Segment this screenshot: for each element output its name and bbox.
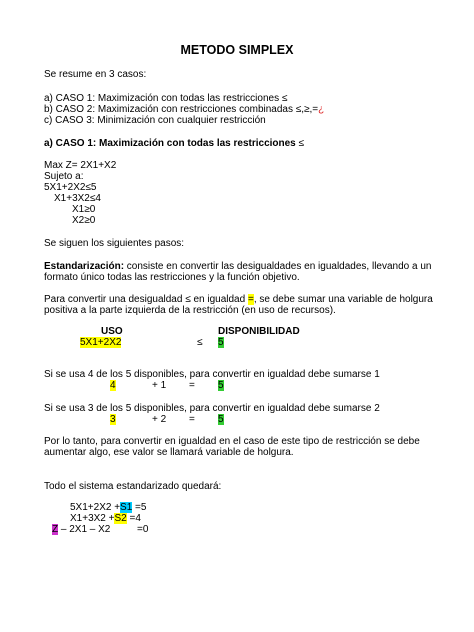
case-b-mark: ¿ bbox=[318, 104, 325, 115]
example2-b-highlight: 5 bbox=[218, 414, 224, 425]
standardization-text1: consiste en convertir las desigualdades en igualdades, llevando a un bbox=[124, 261, 432, 272]
standardization-line2: formato único todas las restricciones y la función objetivo. bbox=[44, 272, 300, 283]
system-row-3 bbox=[52, 524, 110, 536]
standardization-label: Estandarización: bbox=[44, 261, 125, 272]
intro-text: Se resume en 3 casos: bbox=[44, 69, 147, 80]
example1-text: Si se usa 4 de los 5 disponibles, para convertir en igualdad debe sumarse 1 bbox=[44, 369, 380, 380]
section-heading bbox=[44, 138, 304, 150]
case-c-text: c) CASO 3: Minimización con cualquier restricción bbox=[44, 115, 266, 126]
disp-value bbox=[218, 337, 224, 349]
example2-plus: + 2 bbox=[152, 414, 167, 425]
slack-s2: S2 bbox=[114, 513, 127, 524]
example2-a-highlight: 3 bbox=[110, 414, 116, 425]
page-title: METODO SIMPLEX bbox=[180, 43, 294, 57]
convert-text-b: , se debe sumar una variable de holgura bbox=[253, 294, 433, 305]
system-r1-lhs: 5X1+2X2 + bbox=[70, 502, 121, 513]
section-heading-text: a) CASO 1: Maximización con todas las restricciones bbox=[44, 138, 296, 149]
uso-value bbox=[80, 337, 121, 349]
system-r1-rhs: =5 bbox=[132, 502, 147, 513]
objective-z: Z bbox=[52, 524, 59, 535]
example1-a-highlight: 4 bbox=[110, 380, 116, 391]
example1-b-highlight: 5 bbox=[218, 380, 224, 391]
system-intro: Todo el sistema estandarizado quedará: bbox=[44, 481, 222, 492]
section-heading-symbol: ≤ bbox=[298, 138, 305, 149]
system-r2-lhs: X1+3X2 + bbox=[70, 513, 115, 524]
example2-eq: = bbox=[189, 414, 195, 425]
example1-b bbox=[218, 380, 224, 392]
system-r2-rhs: =4 bbox=[126, 513, 141, 524]
uso-value-highlight: 5X1+2X2 bbox=[80, 337, 122, 348]
constraint-1: 5X1+2X2≤5 bbox=[44, 182, 97, 193]
constraint-4: X2≥0 bbox=[72, 215, 96, 226]
slack-s1: S1 bbox=[120, 502, 133, 513]
system-r3-rhs: =0 bbox=[137, 524, 149, 535]
convert-line2: positiva a la parte izquierda de la restricción (en uso de recursos). bbox=[44, 305, 336, 316]
constraint-3: X1≥0 bbox=[72, 204, 96, 215]
le-sign: ≤ bbox=[197, 337, 203, 348]
example1-eq: = bbox=[189, 380, 195, 391]
steps-intro: Se siguen los siguientes pasos: bbox=[44, 238, 185, 249]
convert-eq-highlight: = bbox=[247, 294, 254, 305]
subject-to: Sujeto a: bbox=[44, 171, 84, 182]
case-a-text: a) CASO 1: Maximización con todas las restricciones ≤ bbox=[44, 93, 288, 104]
example1-plus: + 1 bbox=[152, 380, 167, 391]
constraint-2: X1+3X2≤4 bbox=[54, 193, 101, 204]
objective-function: Max Z= 2X1+X2 bbox=[44, 160, 117, 171]
disp-value-highlight: 5 bbox=[218, 337, 224, 348]
example2-b bbox=[218, 414, 224, 426]
case-b-text: b) CASO 2: Maximización con restricciones combinadas ≤,≥,= bbox=[44, 104, 319, 115]
example2-a bbox=[110, 414, 116, 426]
system-r3-lhs: – 2X1 – X2 bbox=[58, 524, 111, 535]
conclusion-line1: Por lo tanto, para convertir en igualdad en el caso de este tipo de restricción se debe bbox=[44, 436, 420, 447]
example1-a bbox=[110, 380, 116, 392]
example2-text: Si se usa 3 de los 5 disponibles, para convertir en igualdad debe sumarse 2 bbox=[44, 403, 380, 414]
convert-text-a: Para convertir una desigualdad ≤ en igualdad bbox=[44, 294, 248, 305]
uso-header: USO bbox=[101, 326, 123, 337]
disponibilidad-header: DISPONIBILIDAD bbox=[218, 326, 300, 337]
conclusion-line2: aumentar algo, ese valor se llamará variable de holgura. bbox=[44, 447, 294, 458]
